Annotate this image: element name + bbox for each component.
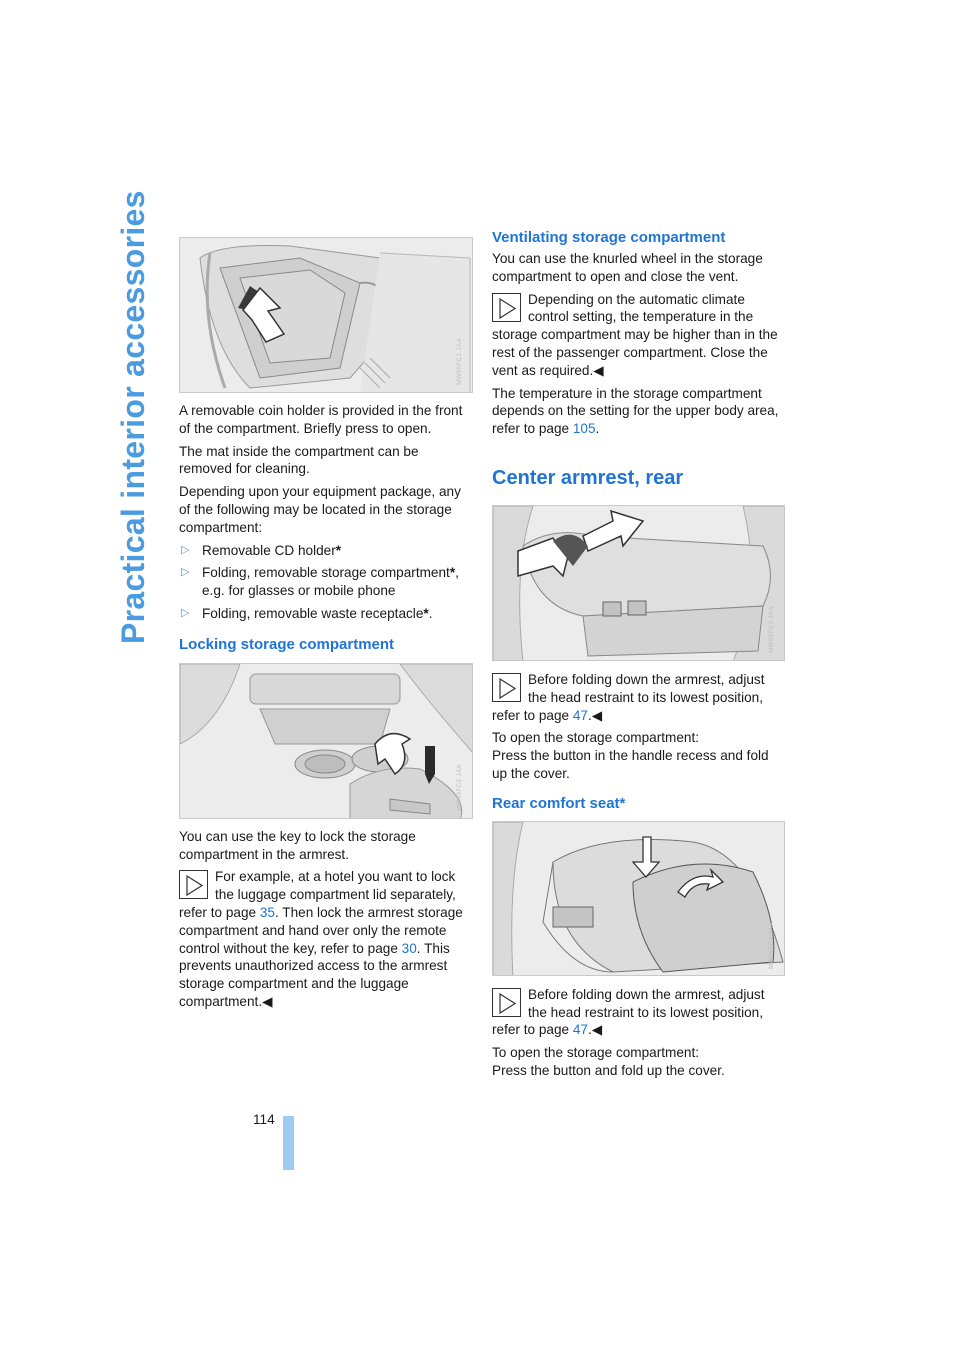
note-block: Before folding down the armrest, adjust the head restraint to its lowest position, refer to page 47.◀	[492, 986, 765, 1038]
bullet-icon: ▷	[181, 543, 190, 556]
note-arrow-icon	[179, 870, 208, 899]
figure-code: MW09FC2 JAA	[457, 763, 464, 811]
illustration-storage-compartment	[180, 238, 473, 393]
paragraph: Press the button and fold up the cover.	[492, 1062, 725, 1078]
page-link[interactable]: 47	[572, 707, 588, 723]
note-block: Before folding down the armrest, adjust the head restraint to its lowest position, refer to page 47.◀	[492, 671, 765, 723]
section-heading: Ventilating storage compartment	[492, 229, 726, 246]
chapter-heading: Center armrest, rear	[492, 466, 684, 489]
paragraph: The temperature in the storage compartment depends on the setting for the upper body area, refer to page 105.	[492, 385, 779, 437]
end-mark-icon: ◀	[591, 1022, 603, 1038]
paragraph: To open the storage compartment:	[492, 1045, 700, 1061]
note-arrow-icon	[492, 988, 521, 1017]
note-arrow-icon	[492, 293, 521, 322]
left-column	[179, 237, 473, 1011]
end-mark-icon: ◀	[591, 707, 603, 723]
illustration-console	[180, 664, 473, 819]
list-item: ▷ Folding, removable waste receptacle*.	[181, 605, 433, 621]
bullet-icon: ▷	[181, 566, 190, 579]
page-link[interactable]: 35	[259, 904, 275, 920]
illustration-comfort-armrest	[493, 822, 785, 976]
paragraph: To open the storage compartment:	[492, 730, 700, 746]
figure-coin-holder	[179, 237, 473, 393]
illustration-armrest	[493, 506, 785, 661]
figure-code: MW09FC1 JAA	[457, 338, 464, 385]
paragraph: Press the button in the handle recess and fold up the cover.	[492, 748, 769, 781]
figure-code: MW09FC3 JAA	[769, 605, 776, 653]
end-mark-icon: ◀	[262, 993, 273, 1009]
figure-comfort-seat	[492, 821, 785, 976]
page-link[interactable]: 47	[572, 1022, 588, 1038]
figure-code: MW09FC4 JAA	[769, 921, 776, 969]
paragraph: A removable coin holder is provided in the front of the compartment. Briefly press to open.	[179, 403, 463, 436]
page-link[interactable]: 105	[572, 421, 596, 437]
paragraph: You can use the knurled wheel in the storage compartment to open and close the vent.	[492, 251, 763, 284]
right-column	[492, 229, 786, 1080]
page-marker-bar	[283, 1116, 294, 1170]
end-mark-icon: ◀	[593, 362, 604, 378]
list-item: ▷ Folding, removable storage compartment*, e.g. for glasses or mobile phone	[181, 565, 459, 599]
chapter-title: Practical interior accessories	[115, 190, 151, 644]
note-arrow-icon	[492, 673, 521, 702]
note-block: Depending on the automatic climate control setting, the temperature in the storage compartment may be higher than in the rest of the passenger compartment. Close the vent as required.◀	[492, 291, 778, 378]
section-heading: Rear comfort seat*	[492, 794, 626, 812]
note-block: For example, at a hotel you want to lock the luggage compartment lid separately, refer to page 35. Then lock the armrest storage compartment and hand over only the remote control without the key, refer to page 30. This prevents unauthorized access to the armrest storage compartment and the luggage compartment.◀	[179, 869, 463, 1009]
figure-center-armrest	[492, 505, 785, 661]
section-heading: Locking storage compartment	[179, 635, 395, 653]
page-number: 114	[253, 1112, 275, 1127]
list-item: ▷ Removable CD holder*	[181, 542, 342, 558]
paragraph: The mat inside the compartment can be removed for cleaning.	[179, 443, 419, 477]
bullet-icon: ▷	[181, 606, 190, 619]
page-link[interactable]: 30	[401, 940, 417, 956]
paragraph: You can use the key to lock the storage compartment in the armrest.	[179, 828, 416, 862]
paragraph: Depending upon your equipment package, any of the following may be located in the storage compartment:	[179, 484, 461, 535]
figure-locking-compartment	[179, 663, 473, 819]
